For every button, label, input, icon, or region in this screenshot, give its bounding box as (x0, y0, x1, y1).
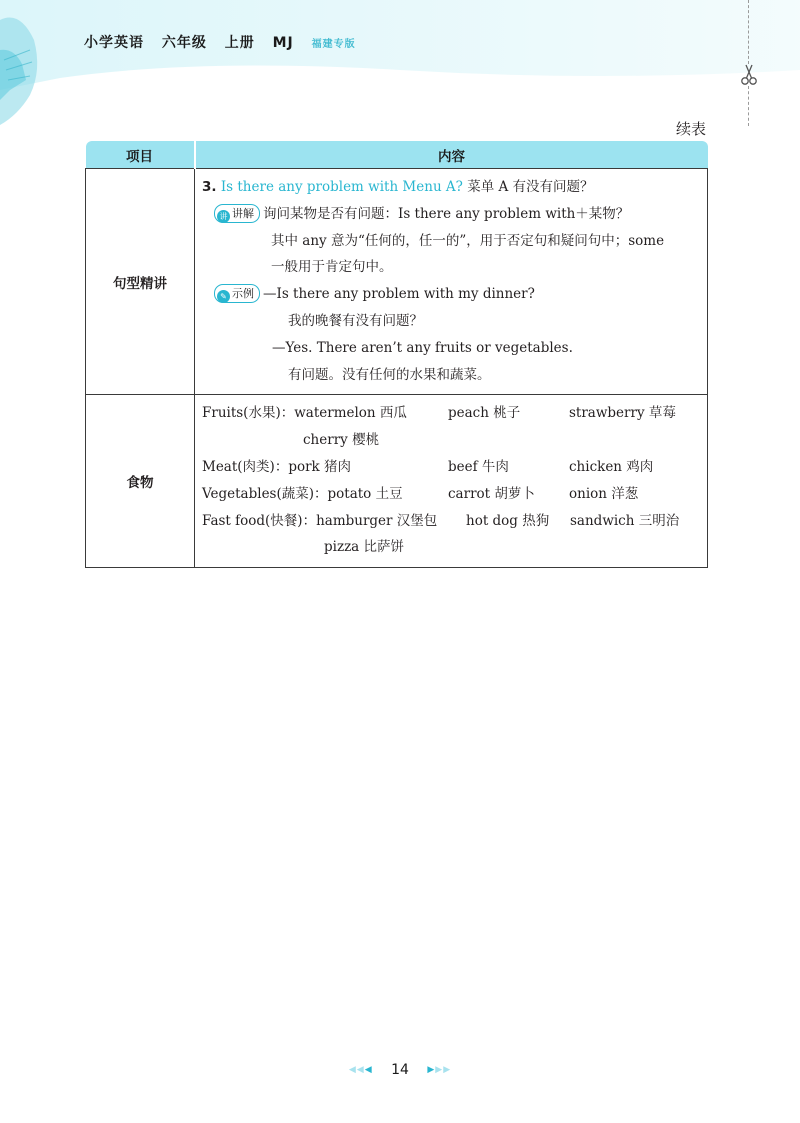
grade: 六年级 (161, 35, 207, 51)
example-line (202, 281, 701, 308)
header-band (0, 0, 800, 125)
pencil-icon: ✎ (217, 290, 230, 303)
fast-sandwich: sandwich 三明治 (570, 512, 680, 529)
left-arrow-icon: ◀ (364, 1065, 373, 1075)
example-question-en: —Is there any problem with my dinner? (263, 286, 535, 303)
table-header-row (86, 141, 708, 169)
term: 上册 (224, 35, 255, 51)
right-arrows-icon: ▶▶ (435, 1065, 452, 1075)
row-content-food (195, 395, 708, 568)
fruits-line-2 (202, 427, 701, 454)
item-number: 3. (202, 179, 217, 195)
fruits-line (202, 400, 701, 427)
meat-head: Meat(肉类)：pork 猪肉 (202, 458, 352, 475)
meat-beef: beef 牛肉 (448, 458, 509, 475)
left-arrows-icon: ◀◀ (348, 1065, 365, 1075)
explain-text-1: 询问某物是否有问题：Is there any problem with＋某物？ (263, 205, 630, 222)
veg-head: Vegetables(蔬菜)：potato 土豆 (202, 485, 403, 502)
question-en: Is there any problem with Menu A? (220, 179, 463, 195)
book-name: 小学英语 (84, 35, 144, 51)
scissors-icon (740, 64, 758, 90)
edition-label: 福建专版 (311, 39, 356, 50)
question-cn: 菜单 A 有没有问题？ (467, 179, 594, 195)
veg-onion: onion 洋葱 (569, 485, 639, 502)
header-title (84, 32, 368, 52)
page-number: 14 (391, 1062, 409, 1078)
example-badge-label: 示例 (232, 287, 254, 301)
example-answer-en: —Yes. There aren’t any fruits or vegetables. (272, 339, 573, 356)
explain-badge (214, 204, 260, 223)
fast-food-line (202, 508, 701, 535)
right-arrow-icon: ▶ (427, 1065, 436, 1075)
continued-label: 续表 (676, 120, 707, 138)
vocab-table (85, 141, 708, 568)
fruit-cherry: cherry 樱桃 (303, 432, 380, 449)
header-content: 内容 (195, 141, 708, 169)
explain-badge-label: 讲解 (232, 206, 254, 220)
row-content-sentence (195, 169, 708, 395)
cut-line (748, 0, 749, 64)
cut-line-lower (748, 86, 749, 126)
page-footer (0, 1062, 800, 1078)
explain-line (202, 201, 701, 228)
example-answer-cn: 有问题。没有任何的水果和蔬菜。 (288, 366, 491, 383)
table-row (86, 169, 708, 395)
example-question-cn: 我的晚餐有没有问题？ (288, 312, 423, 329)
sentence-question (202, 174, 701, 201)
row-label-food: 食物 (86, 395, 195, 568)
fast-pizza: pizza 比萨饼 (324, 539, 405, 556)
fast-head: Fast food(快餐)：hamburger 汉堡包 (202, 512, 438, 529)
meat-line (202, 454, 701, 481)
meat-chicken: chicken 鸡肉 (569, 458, 654, 475)
fruit-strawberry: strawberry 草莓 (569, 405, 676, 422)
header-item: 项目 (86, 141, 195, 169)
fruit-peach: peach 桃子 (448, 405, 521, 422)
explain-icon: 讲 (217, 210, 230, 223)
table-row (86, 395, 708, 568)
fruits-head: Fruits(水果)：watermelon 西瓜 (202, 405, 407, 422)
explain-text-3: 一般用于肯定句中。 (271, 259, 393, 276)
example-badge (214, 284, 260, 303)
veg-line (202, 481, 701, 508)
veg-carrot: carrot 胡萝卜 (448, 485, 535, 502)
explain-text-2: 其中 any 意为“任何的，任一的”，用于否定句和疑问句中；some (271, 232, 665, 249)
fast-hotdog: hot dog 热狗 (466, 512, 550, 529)
fast-food-line-2 (202, 534, 701, 561)
publisher: MJ (272, 35, 294, 51)
row-label-sentence: 句型精讲 (86, 169, 195, 395)
